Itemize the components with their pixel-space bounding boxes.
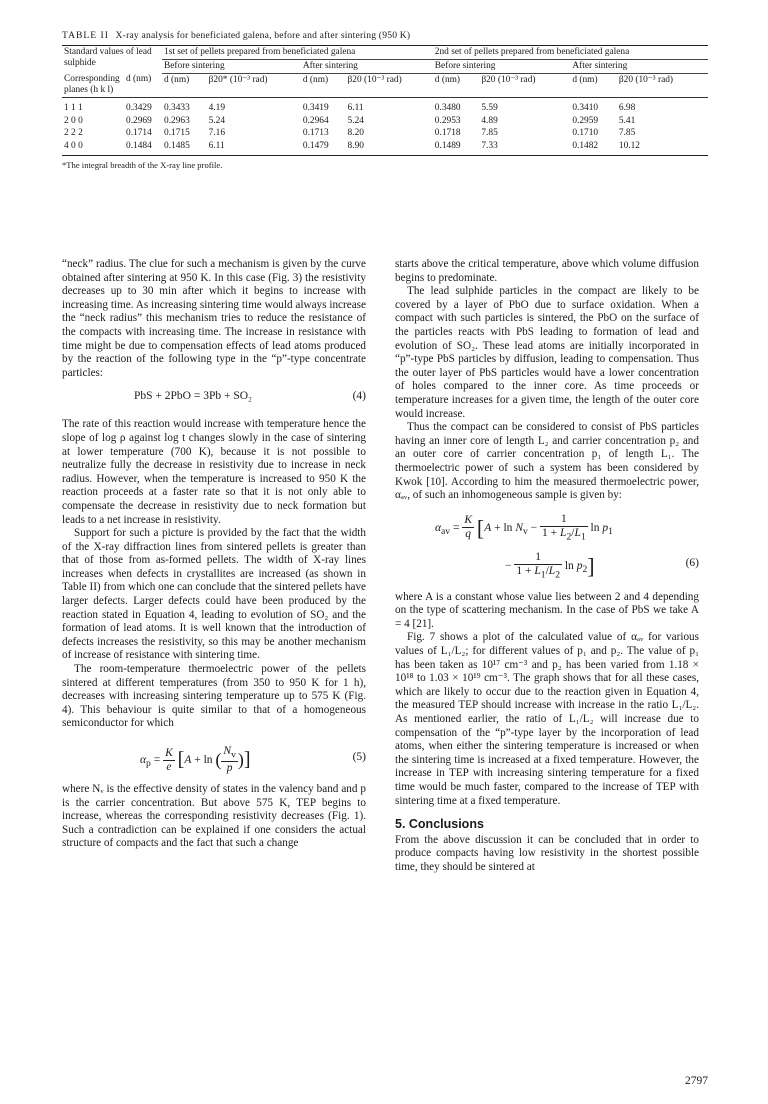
- table-cell: 0.1715: [164, 128, 190, 139]
- paragraph: where Nᵥ is the effective density of states in the valency band and p is the carrier concentration. But above 575 K, TEP begins to increase, whereas the corresponding resistivity decreases (Fig. 1). Such a contradiction can be explained if one considers the actual structure of compacts and the fact that such a change: [62, 783, 366, 850]
- header-beta-s1b: β20* (10⁻³ rad): [208, 74, 268, 85]
- paragraph: The lead sulphide particles in the compact are likely to be covered by a layer of PbO due to surface oxidation. When a compact with such particles is sintered, the PbO on the surface of the particles reacts with PbS leading to formation of lead and evolution of SO₂. These lead atoms are initially incorporated in “p”-type PbS particles by diffusion, leading to compensation. Thus the outer layer of PbS particles would have a lower concentration of holes compared to the inner core. As time proceeds or temperature increases for a given time, the length of the outer core would increase.: [395, 285, 699, 420]
- table-cell: 0.3410: [572, 102, 599, 113]
- equation-4-number: (4): [352, 390, 366, 403]
- header-set1-after: After sintering: [301, 59, 433, 73]
- table-cell: 0.1485: [164, 141, 190, 152]
- equation-6-number: (6): [685, 556, 699, 569]
- header-beta-s2a: β20 (10⁻³ rad): [618, 74, 674, 85]
- paragraph: The room-temperature thermoelectric power of the pellets sintered at different temperatures (from 350 to 950 K for 1 h), decreases with increasing sintering temperature up to 575 K (Fig. 4). This behaviour is quite similar to that of a homogeneous semiconductor for which: [62, 663, 366, 730]
- table-cell: 6.11: [208, 141, 225, 152]
- table-cell: 5.24: [347, 115, 364, 126]
- table-cell: 2 2 2: [64, 128, 83, 139]
- table-row: [62, 127, 708, 140]
- header-planes: Corresponding planes (h k l): [64, 74, 120, 95]
- right-column: [395, 258, 699, 875]
- equation-4: [62, 384, 366, 412]
- table-cell: 7.33: [481, 141, 498, 152]
- table-cell: 6.11: [347, 102, 364, 113]
- equation-5-body: $\alpha_p$ = $\frac{K}{e}$ [A + ln ( $\frac{N_v}{p}$ )]: [140, 745, 251, 775]
- table-cell: 0.2959: [572, 115, 599, 126]
- header-set1-before: Before sintering: [162, 59, 301, 73]
- table-cell: 0.2963: [164, 115, 190, 126]
- paragraph: Fig. 7 shows a plot of the calculated value of αₐᵥ for various values of L₁/L₂; for different values of p₁ and p₂. The value of p₁ has been taken as 10¹⁷ cm⁻³ and p₂ has been varied from 1.18 × 10¹⁸ to 1.03 × 10¹⁹ cm⁻³. The graph shows that for all these cases, which are likely to occur due to the reaction given in Equation 4, the measured TEP should increase with increase in the ratio L₁/L₂. As mentioned earlier, the ratio of L₁/L₂ will increase due to compensation of the “p”-type layer by the incorporation of lead atoms, when either the sintering temperature is increased or when the sintering time is increased at a fixed temperature. However, the increase in TEP with increasing sintering temperature for a fixed time would be much faster, compared to the increase of TEP with sintering time at a fixed temperature.: [395, 631, 699, 807]
- header-set2-before: Before sintering: [433, 59, 571, 73]
- table-cell: 0.1479: [302, 141, 329, 152]
- header-set1: 1st set of pellets prepared from beneficiated galena: [162, 46, 433, 60]
- table-row: [62, 115, 708, 128]
- table-cell: 0.1714: [126, 128, 152, 139]
- paragraph: Support for such a picture is provided by the fact that the width of the X-ray diffraction lines from sintered pellets is greater than that of those from as-formed pellets. The width of X-ray lines increases when defects in crystallites are increased (as shown in Table II) from which one can conclude that the sintered pellets have larger defects. Larger defects could have been produced by the reaction stated in Equation 4, leading to evolution of SO₂ and the formation of lead atoms. It is well known that the introduction of defects increases the resistivity, so this may be another mechanism of increase of resistance with sintering time.: [62, 527, 366, 662]
- table-title: X-ray analysis for beneficiated galena, before and after sintering (950 K): [115, 30, 411, 41]
- equation-6-line1: $\alpha_{av}$ = $\frac{K}{q}$ [$A + \ln N_v$ − $\frac{1}{1 + L_2/L_1}$ $\ln p_1$: [435, 512, 613, 542]
- table-cell: 4.89: [481, 115, 498, 126]
- table-cell: 0.3433: [164, 102, 190, 113]
- table-cell: 0.1489: [434, 141, 461, 152]
- table-cell: 7.85: [481, 128, 498, 139]
- table-row: [62, 97, 708, 114]
- table-cell: 5.59: [481, 102, 498, 113]
- paragraph: where A is a constant whose value lies between 2 and 4 depending on the type of scattering mechanism. In the case of PbS we take A = 4 [21].: [395, 590, 699, 630]
- page: [62, 30, 708, 873]
- table-cell: 0.1482: [572, 141, 599, 152]
- page-number: 2797: [685, 1075, 708, 1087]
- header-d-s2b: d (nm): [434, 74, 461, 85]
- table-cell: 0.3419: [302, 102, 329, 113]
- section-heading: 5. Conclusions: [395, 817, 484, 832]
- equation-6-line2: − $\frac{1}{1 + L_1/L_2}$ $\ln p_2$]: [505, 550, 595, 580]
- table-cell: 7.16: [208, 128, 226, 139]
- table-label: TABLE II: [62, 30, 109, 41]
- equation-5-number: (5): [352, 751, 366, 763]
- table-cell: 10.12: [618, 141, 640, 152]
- table-cell: 8.90: [347, 141, 364, 152]
- header-d-s1b: d (nm): [164, 74, 190, 85]
- table-footnote: *The integral breadth of the X-ray line profile.: [62, 160, 223, 170]
- paragraph: The rate of this reaction would increase with temperature hence the slope of log ρ against log t changes slowly in the case of sintering at lower temperature (700 K), because it is not possible to neutralize fully the decrease in resistivity due to increase in neck radius. However, when the temperature is increased to 950 K the reaction proceeds at a faster rate so that it is not only able to compensate the decrease in resistivity due to neck formation but leads to a net increase in resistivity.: [62, 418, 366, 526]
- table-cell: 0.1484: [126, 141, 152, 152]
- paragraph: starts above the critical temperature, above which volume diffusion begins to predominate.: [395, 258, 699, 284]
- table-cell: 0.1718: [434, 128, 461, 139]
- table-cell: 0.3480: [434, 102, 461, 113]
- table-cell: 7.85: [618, 128, 636, 139]
- header-beta-s1a: β20 (10⁻³ rad): [347, 74, 402, 85]
- table-cell: 0.2969: [126, 115, 152, 126]
- table-cell: 5.41: [618, 115, 636, 126]
- table-cell: 0.1710: [572, 128, 599, 139]
- table-cell: 0.1713: [302, 128, 329, 139]
- header-d-s2a: d (nm): [572, 74, 598, 85]
- table-cell: 4 0 0: [64, 141, 83, 152]
- table-cell: 0.2964: [302, 115, 329, 126]
- header-set2: 2nd set of pellets prepared from beneficiated galena: [433, 46, 708, 60]
- paragraph: “neck” radius. The clue for such a mechanism is given by the curve obtained after sintering at 950 K. In this case (Fig. 3) the resistivity decreases up to 30 min after which it begins to increase with increasing time. As increasing sintering time would always increase the “neck radius” this mechanism tries to reduce the resistance of the compacts with increasing time. The increase in resistance with time might be due to compensation effects of lead atoms produced by the reaction of the following type in the “p”-type concentrate particles:: [62, 258, 366, 379]
- table-cell: 6.98: [618, 102, 636, 113]
- table-cell: 2 0 0: [64, 115, 83, 126]
- table-cell: 5.24: [208, 115, 226, 126]
- table-cell: 8.20: [347, 128, 364, 139]
- table-cell: 4.19: [208, 102, 226, 113]
- equation-4-body: PbS + 2PbO = 3Pb + SO₂: [134, 390, 253, 403]
- table-cell: 0.3429: [126, 102, 152, 113]
- header-d-std: d (nm): [126, 74, 152, 85]
- xray-table: [62, 45, 708, 156]
- table-cell: 1 1 1: [64, 102, 83, 113]
- equation-6: [395, 509, 699, 585]
- header-std: Standard values of lead sulphide: [64, 47, 152, 68]
- table-caption: [62, 30, 708, 41]
- equation-5: [62, 737, 366, 777]
- table-row: [62, 140, 708, 155]
- paragraph: From the above discussion it can be concluded that in order to produce compacts having low resistivity in the shortest possible time, they should be sintered at: [395, 833, 699, 873]
- table-cell: 0.2953: [434, 115, 461, 126]
- header-set2-after: After sintering: [570, 59, 708, 73]
- paragraph: Thus the compact can be considered to consist of PbS particles having an inner core of length L₂ and carrier concentration p₂ and an outer core of carrier concentration p₁ of length L₁. The thermoelectric power of such a system has been considered by Kwok [10]. According to him the measured thermoelectric power, αₐᵥ, of such an inhomogeneous sample is given by:: [395, 421, 699, 502]
- left-column: [62, 258, 366, 851]
- header-beta-s2b: β20 (10⁻³ rad): [481, 74, 536, 85]
- header-d-s1a: d (nm): [302, 74, 329, 85]
